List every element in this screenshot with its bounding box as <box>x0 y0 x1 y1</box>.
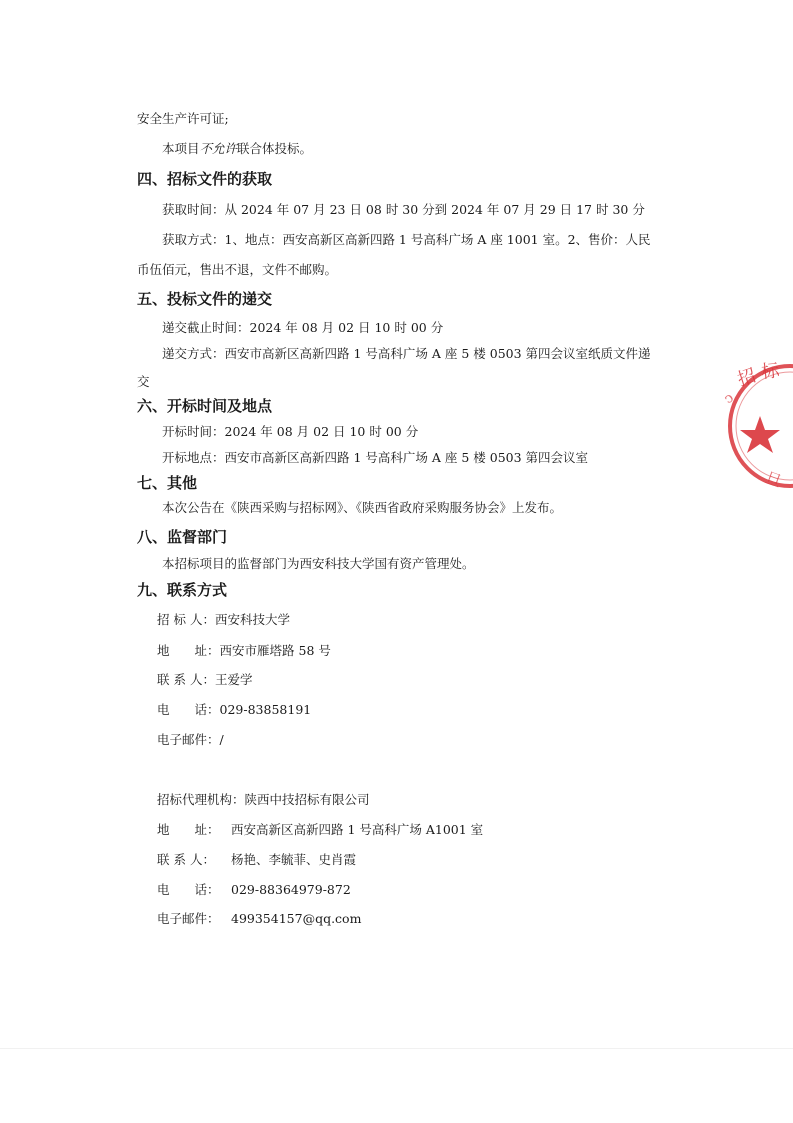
buyer-address-row <box>157 643 331 659</box>
section-5-deadline: 递交截止时间：2024 年 08 月 02 日 10 时 00 分 <box>162 320 444 335</box>
section-5-method-1: 递交方式：西安市高新区高新四路 1 号高科广场 A 座 5 楼 0503 第四会议室纸质文件递 <box>162 346 651 361</box>
section-5-title: 五、投标文件的递交 <box>137 290 273 308</box>
agent-name: 陕西中技招标有限公司 <box>244 792 370 807</box>
svg-text:旦: 旦 <box>762 467 785 492</box>
agent-name-row <box>157 792 370 808</box>
agent-address-row <box>157 822 483 838</box>
svg-text:ↄ: ↄ <box>721 389 737 408</box>
agent-email: 499354157@qq.com <box>231 911 362 926</box>
buyer-phone: 029-83858191 <box>219 702 312 717</box>
buyer-name: 西安科技大学 <box>214 612 290 627</box>
svg-text:招: 招 <box>735 365 759 391</box>
buyer-contact-row <box>157 672 252 688</box>
agent-email-label: 电子邮件： <box>157 911 220 926</box>
agent-phone-row <box>157 882 351 898</box>
company-seal-stamp <box>718 350 793 500</box>
intro-line-2 <box>162 141 312 157</box>
buyer-contact-label: 联 系 人： <box>157 672 215 687</box>
section-6-title: 六、开标时间及地点 <box>137 397 273 415</box>
buyer-address: 西安市雁塔路 58 号 <box>219 643 331 658</box>
agent-email-row <box>157 911 361 927</box>
buyer-email-label: 电子邮件： <box>157 732 220 747</box>
agent-address: 西安高新区高新四路 1 号高科广场 A1001 室 <box>231 822 484 837</box>
intro-line-2-c: 联合体投标。 <box>237 141 313 156</box>
buyer-name-label: 招 标 人： <box>157 612 215 627</box>
buyer-email-row <box>157 732 224 748</box>
intro-line-1: 安全生产许可证; <box>137 111 229 126</box>
buyer-address-label: 地 址： <box>157 643 220 658</box>
agent-name-label: 招标代理机构： <box>157 792 245 807</box>
scan-artifact-line <box>0 1048 793 1049</box>
section-8-title: 八、监督部门 <box>137 528 228 546</box>
agent-address-label: 地 址： <box>157 822 220 837</box>
intro-line-2-b: 不允许 <box>199 141 238 156</box>
section-4-method-2: 币伍佰元，售出不退，文件不邮购。 <box>137 262 338 277</box>
section-9-title: 九、联系方式 <box>137 581 228 599</box>
buyer-contact: 王爱学 <box>214 672 253 687</box>
intro-line-2-a: 本项目 <box>162 141 200 156</box>
agent-contact-label: 联 系 人： <box>157 852 215 867</box>
section-6-place: 开标地点：西安市高新区高新四路 1 号高科广场 A 座 5 楼 0503 第四会议室 <box>162 450 589 465</box>
section-6-time: 开标时间：2024 年 08 月 02 日 10 时 00 分 <box>162 424 419 439</box>
agent-contact: 杨艳、李毓菲、史肖霞 <box>231 852 357 867</box>
section-5-method-2: 交 <box>137 374 150 389</box>
section-4-title: 四、招标文件的获取 <box>137 170 273 188</box>
agent-phone-label: 电 话： <box>157 882 220 897</box>
buyer-name-row <box>157 612 290 628</box>
agent-phone: 029-88364979-872 <box>231 882 351 897</box>
section-7-text: 本次公告在《陕西采购与招标网》、《陕西省政府采购服务协会》上发布。 <box>162 500 563 515</box>
section-4-time: 获取时间：从 2024 年 07 月 23 日 08 时 30 分到 2024 年 07 月 29 日 17 时 30 分 <box>162 202 645 217</box>
buyer-phone-row <box>157 702 311 718</box>
buyer-email: / <box>219 732 224 747</box>
section-8-text: 本招标项目的监督部门为西安科技大学国有资产管理处。 <box>162 556 475 571</box>
svg-text:标: 标 <box>760 360 781 383</box>
agent-contact-row <box>157 852 356 868</box>
section-4-method-1: 获取方式：1、地点：西安高新区高新四路 1 号高科广场 A 座 1001 室。2、售价：人民 <box>162 232 651 247</box>
buyer-phone-label: 电 话： <box>157 702 220 717</box>
section-7-title: 七、其他 <box>137 474 198 492</box>
